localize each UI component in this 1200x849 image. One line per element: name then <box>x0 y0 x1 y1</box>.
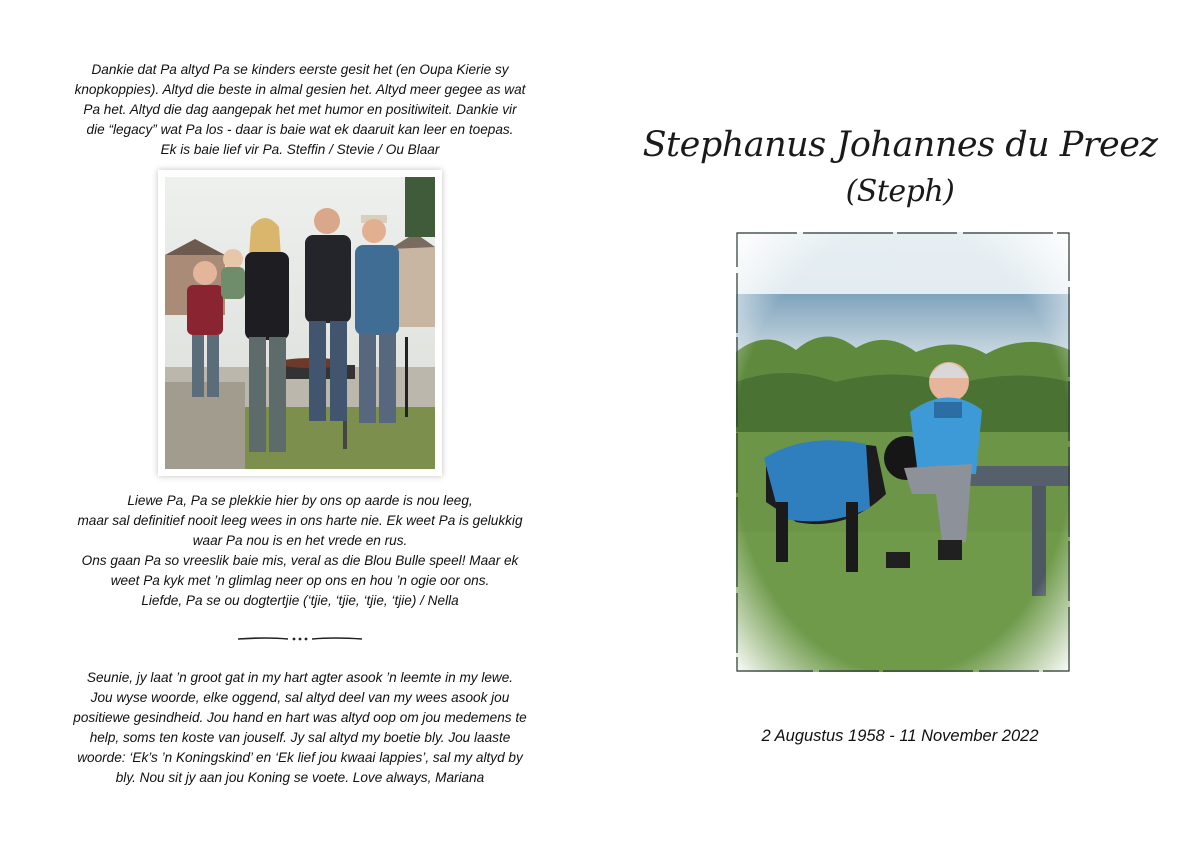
family-photo <box>158 170 442 476</box>
tribute-line: Jou wyse woorde, elke oggend, sal altyd deel van my wees asook jou <box>90 690 510 705</box>
right-page <box>600 0 1200 849</box>
tribute-line: maar sal definitief nooit leeg wees in ons harte nie. Ek weet Pa is gelukkig <box>77 513 523 528</box>
tribute-line: woorde: ‘Ek’s ’n Koningskind’ en ‘Ek lief jou kwaai lappies’, sal my altyd by <box>77 750 523 765</box>
tribute-line: knopkoppies). Altyd die beste in almal gesien het. Altyd meer gegee as wat <box>74 82 526 97</box>
deceased-nickname: (Steph) <box>845 174 955 209</box>
tribute-line: help, soms ten koste van jouself. Jy sal altyd my boetie bly. Jou laaste <box>89 730 511 745</box>
portrait-photo <box>736 232 1070 672</box>
tribute-line: Dankie dat Pa altyd Pa se kinders eerste gesit het (en Oupa Kierie sy <box>91 62 509 77</box>
tribute-line: Seunie, jy laat ’n groot gat in my hart agter asook ’n leemte in my lewe. <box>86 670 514 685</box>
deceased-name: Stephanus Johannes du Preez <box>642 125 1158 165</box>
tribute-line: die “legacy” wat Pa los - daar is baie wat ek daaruit kan leer en toepas. <box>86 122 514 137</box>
tribute-line: bly. Nou sit jy aan jou Koning se voete. Love always, Mariana <box>115 770 485 785</box>
family-photo-image <box>165 177 435 469</box>
tribute-line: Pa het. Altyd die dag aangepak het met humor en positiwiteit. Dankie vir <box>83 102 517 117</box>
tribute-nella <box>40 491 560 611</box>
tribute-line: weet Pa kyk met ’n glimlag neer op ons en hou ’n ogie oor ons. <box>110 573 490 588</box>
life-dates: 2 Augustus 1958 - 11 November 2022 <box>761 727 1039 745</box>
tribute-line: Liewe Pa, Pa se plekkie hier by ons op aarde is nou leeg, <box>127 493 473 508</box>
tribute-line: waar Pa nou is en het vrede en rus. <box>192 533 408 548</box>
tribute-steffin <box>40 60 560 160</box>
tribute-line: positiewe gesindheid. Jou hand en hart was altyd oop om jou medemens te <box>73 710 527 725</box>
ornament-divider <box>236 634 364 644</box>
tribute-line: Ek is baie lief vir Pa. Steffin / Stevie / Ou Blaar <box>160 142 440 157</box>
tribute-mariana <box>40 668 560 788</box>
tribute-line: Liefde, Pa se ou dogtertjie (‘tjie, ‘tjie, ‘tjie, ‘tjie) / Nella <box>141 593 459 608</box>
tribute-line: Ons gaan Pa so vreeslik baie mis, veral as die Blou Bulle speel! Maar ek <box>81 553 519 568</box>
